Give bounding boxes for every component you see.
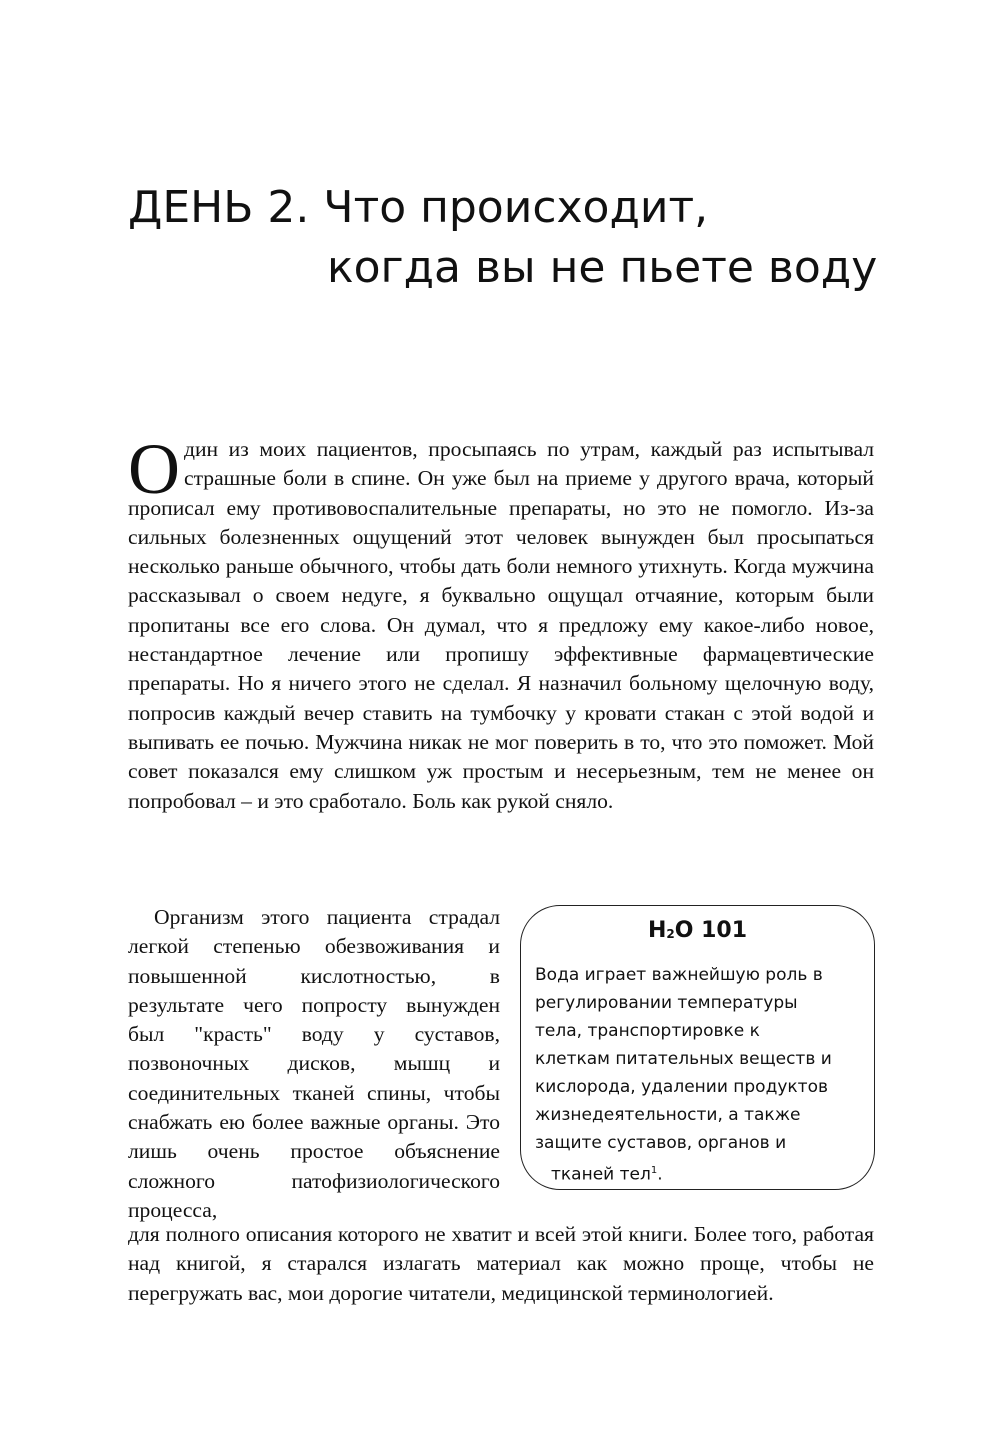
sidebar-line: регулировании температуры xyxy=(535,993,798,1013)
sidebar-line: тела, транспортировке к xyxy=(535,1021,760,1041)
sidebar-line: клеткам питательных веществ и xyxy=(535,1049,832,1069)
drop-cap: О xyxy=(128,429,180,509)
paragraph-2: Организм этого пациента страдал легкой степенью обезвоживания и повышенной кислотностью, в результате чего попросту вынужден был "красть" воду у суставов, позвоночных дисков, мышц и соединительных тканей спины, чтобы снабжать ею более важные органы. Это лишь очень простое объяснение сложного патофизиологического процесса, xyxy=(128,905,500,1222)
paragraph-1-text: дин из моих пациентов, просыпаясь по утрам, каждый раз испытывал страшные боли в спине. Он уже был на приеме у другого врача, который прописал ему противовоспалительные препараты, но это не помогло. Из-за сильных болезненных ощущений этот человек вынужден был просыпаться несколько раньше обычного, чтобы дать боли немного утихнуть. Когда мужчина рассказывал о своем недуге, я буквально ощущал отчаяние, которым были пропитаны все его слова. Он думал, что я предложу ему какое-либо новое, нестандартное лечение или пропишу эффективные фармацевтические препараты. Но я ничего этого не сделал. Я назначил больному щелочную воду, попросив каждый вечер ставить на тумбочку у кровати стакан с этой водой и выпивать ее почью. Мужчина никак не мог поверить в то, что это поможет. Мой совет показался ему слишком уж простым и несерьезным, тем не менее он попробовал – и это сработало. Боль как рукой сняло. xyxy=(128,437,874,813)
sidebar-line: кислорода, удалении продуктов xyxy=(535,1077,828,1097)
sidebar-line: Вода играет важнейшую роль в xyxy=(535,965,823,985)
chapter-title-line-1: ДЕНЬ 2. Что происходит, xyxy=(128,182,709,233)
paragraph-1 xyxy=(128,429,874,816)
sidebar-line: жизнедеятельности, а также xyxy=(535,1105,801,1125)
sidebar-text xyxy=(535,961,855,1189)
info-sidebar-box xyxy=(520,905,875,1190)
sidebar-line-last: тканей тел$^1$. xyxy=(551,1164,663,1185)
sidebar-line: защите суставов, органов и xyxy=(535,1133,787,1153)
footnote-reference[interactable]: 1 xyxy=(650,1165,658,1176)
chapter-title-line-2: когда вы не пьете воду xyxy=(327,242,878,293)
sidebar-title: $H_2O$ 101 xyxy=(647,918,748,943)
paragraph-3: для полного описания которого не хватит и всей этой книги. Более того, работая над книгой, я старался излагать материал как можно проще, чтобы не перегружать вас, мои дорогие читатели, медицинской терминологией. xyxy=(128,1222,874,1305)
